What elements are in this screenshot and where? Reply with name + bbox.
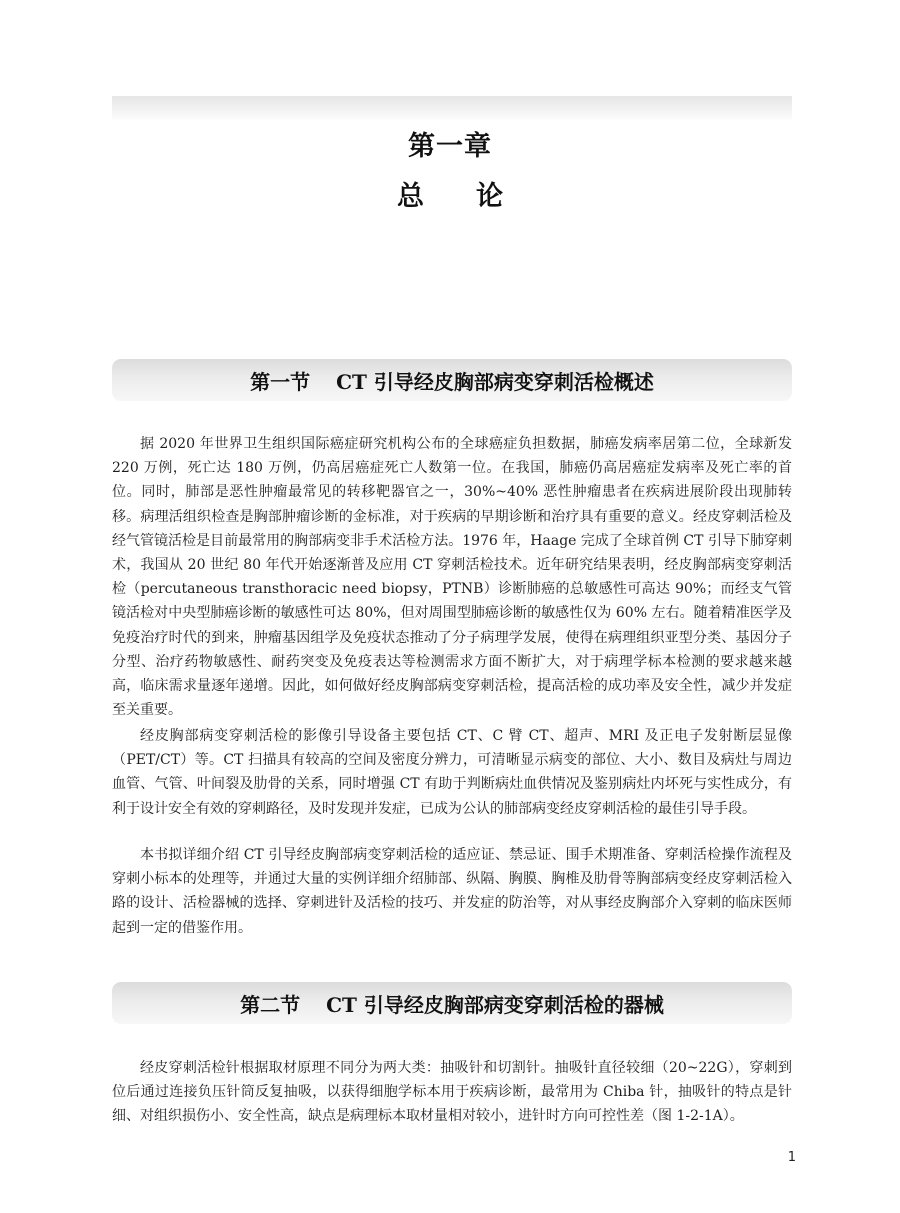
section-2-paragraph-1: 经皮穿刺活检针根据取材原理不同分为两大类：抽吸针和切割针。抽吸针直径较细（20~22G），穿刺到位后通过连接负压针筒反复抽吸，以获得细胞学标本用于疾病诊断，最常用为 Chiba 针，抽吸针的特点是针细、对组织损伤小、安全性高，缺点是病理标本取材量相对较小，进针时方向可控性差（图 1-2-1A）。: [112, 1060, 792, 1125]
chapter-number: 第一章: [408, 131, 492, 162]
chapter-header-band: [112, 96, 792, 122]
section-1-paragraph-2: 经皮胸部病变穿刺活检的影像引导设备主要包括 CT、C 臂 CT、超声、MRI 及正电子发射断层显像（PET/CT）等。CT 扫描具有较高的空间及密度分辨力，可清晰显示病变的部位、大小、数目及病灶与周边血管、气管、叶间裂及肋骨的关系，同时增强 CT 有助于判断病灶血供情况及鉴别病灶内坏死与实性成分，有利于设计安全有效的穿刺路径，及时发现并发症，已成为公认的肺部病变经皮穿刺活检的最佳引导手段。: [112, 728, 792, 817]
section-heading-2: [112, 982, 792, 1024]
chapter-title: 总论: [397, 181, 555, 212]
section-2-number: 第二节: [240, 992, 301, 1017]
page-number: 1: [787, 1150, 796, 1165]
section-1-paragraph-3: 本书拟详细介绍 CT 引导经皮胸部病变穿刺活检的适应证、禁忌证、围手术期准备、穿刺活检操作流程及穿刺小标本的处理等，并通过大量的实例详细介绍肺部、纵隔、胸膜、胸椎及肋骨等胸部病变经皮穿刺活检入路的设计、活检器械的选择、穿刺进针及活检的技巧、并发症的防治等，对从事经皮胸部介入穿刺的临床医师起到一定的借鉴作用。: [112, 847, 792, 936]
section-heading-1: [112, 359, 792, 401]
section-1-number: 第一节: [250, 369, 311, 394]
section-2-title: CT 引导经皮胸部病变穿刺活检的器械: [326, 992, 664, 1017]
section-1-title: CT 引导经皮胸部病变穿刺活检概述: [336, 369, 654, 394]
section-1-paragraph-1: 据 2020 年世界卫生组织国际癌症研究机构公布的全球癌症负担数据，肺癌发病率居第二位，全球新发 220 万例，死亡达 180 万例，仍高居癌症死亡人数第一位。在我国，肺癌仍高居癌症发病率及死亡率的首位。同时，肺部是恶性肿瘤最常见的转移靶器官之一，30%~40% 恶性肿瘤患者在疾病进展阶段出现肺转移。病理活组织检查是胸部肿瘤诊断的金标准，对于疾病的早期诊断和治疗具有重要的意义。经皮穿刺活检及经气管镜活检是目前最常用的胸部病变非手术活检方法。1976 年，Haage 完成了全球首例 CT 引导下肺穿刺术，我国从 20 世纪 80 年代开始逐渐普及应用 CT 穿刺活检技术。近年研究结果表明，经皮胸部病变穿刺活检（percutaneous transthoracic need biopsy，PTNB）诊断肺癌的总敏感性可高达 90%；而经支气管镜活检对中央型肺癌诊断的敏感性可达 80%，但对周围型肺癌诊断的敏感性仅为 60% 左右。随着精准医学及免疫治疗时代的到来，肿瘤基因组学及免疫状态推动了分子病理学发展，使得在病理组织亚型分类、基因分子分型、治疗药物敏感性、耐药突变及免疫表达等检测需求方面不断扩大，对于病理学标本检测的要求越来越高，临床需求量逐年递增。因此，如何做好经皮胸部病变穿刺活检，提高活检的成功率及安全性，减少并发症至关重要。: [112, 436, 792, 719]
